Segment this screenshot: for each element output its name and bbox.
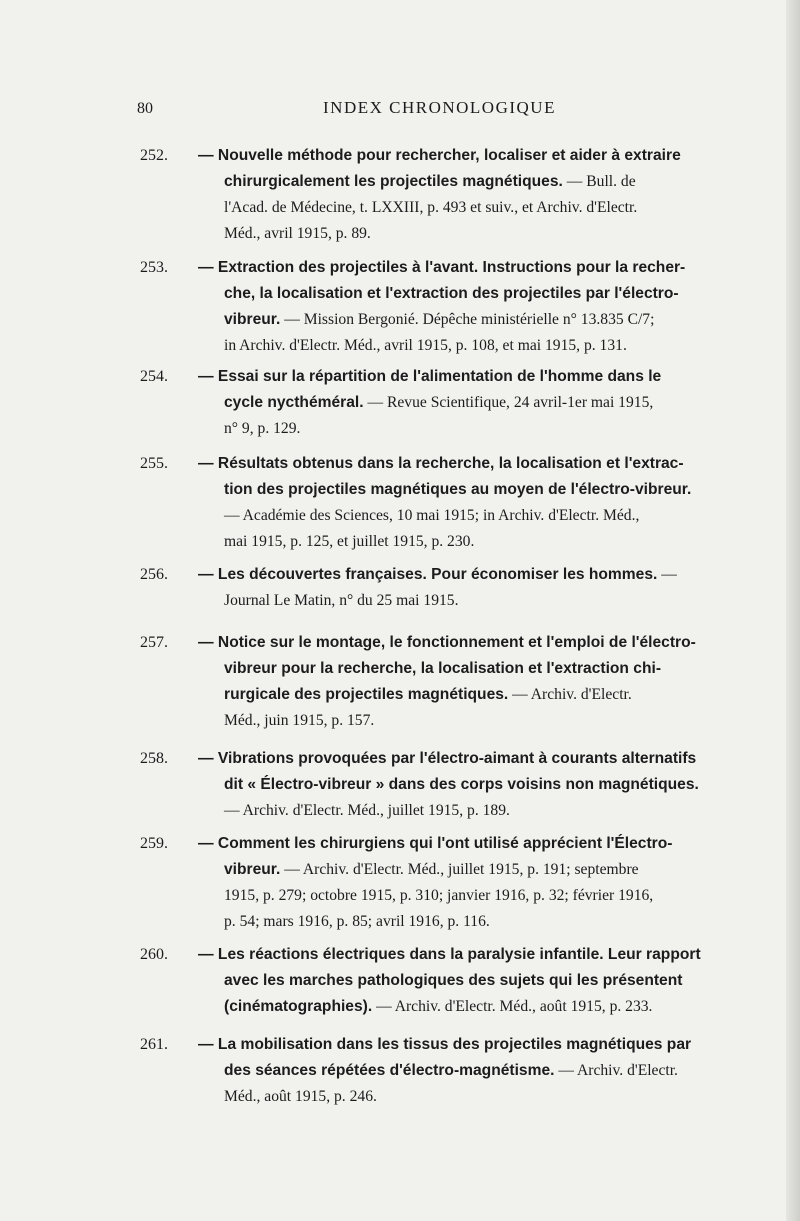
entry-reference: n° 9, p. 129.: [224, 420, 301, 437]
entry-line: [140, 1036, 740, 1062]
entry-line: [140, 566, 740, 592]
entry-title: chirurgicalement les projectiles magnétiques.: [224, 173, 563, 190]
entry-line: [140, 259, 740, 285]
entry-number: 258.: [140, 750, 168, 767]
entry-line: [140, 394, 740, 420]
entry-reference: Méd., juin 1915, p. 157.: [224, 712, 375, 729]
entry-reference: —: [657, 566, 677, 583]
entry-reference: — Revue Scientifique, 24 avril-1er mai 1915,: [363, 394, 654, 411]
entry-title: — Les découvertes françaises. Pour économiser les hommes.: [198, 566, 658, 583]
entry-title: avec les marches pathologiques des sujets qui les présentent: [224, 972, 683, 989]
entry-reference: in Archiv. d'Electr. Méd., avril 1915, p. 108, et mai 1915, p. 131.: [224, 337, 627, 354]
entry-line: [140, 285, 740, 311]
entry-line: [140, 998, 740, 1024]
entry-line: [140, 887, 740, 913]
entry-title: — Les réactions électriques dans la paralysie infantile. Leur rapport: [198, 946, 701, 963]
entry-line: [140, 946, 740, 972]
entry-title: dit « Électro-vibreur » dans des corps voisins non magnétiques.: [224, 776, 699, 793]
entry-line: [140, 455, 740, 481]
entry-line: [140, 712, 740, 738]
page-header: [0, 98, 800, 128]
bibliography-entry: [140, 634, 740, 738]
entry-line: [140, 311, 740, 337]
entry-line: [140, 660, 740, 686]
entry-reference: — Archiv. d'Electr. Méd., juillet 1915, p. 191; septembre: [280, 861, 639, 878]
entry-line: [140, 802, 740, 828]
bibliography-entry: [140, 147, 740, 251]
entry-title: vibreur pour la recherche, la localisation et l'extraction chi-: [224, 660, 662, 677]
entry-reference: — Mission Bergonié. Dépêche ministérielle n° 13.835 C/7;: [280, 311, 655, 328]
entry-line: [140, 481, 740, 507]
entry-reference: — Académie des Sciences, 10 mai 1915; in Archiv. d'Electr. Méd.,: [224, 507, 640, 524]
entry-reference: Journal Le Matin, n° du 25 mai 1915.: [224, 592, 459, 609]
entry-title: (cinématographies).: [224, 998, 373, 1015]
bibliography-entry: [140, 946, 740, 1024]
page-number: 80: [137, 100, 153, 117]
bibliography-entry: [140, 750, 740, 828]
entry-number: 256.: [140, 566, 168, 583]
entry-reference: p. 54; mars 1916, p. 85; avril 1916, p. 116.: [224, 913, 490, 930]
entry-line: [140, 913, 740, 939]
bibliography-entry: [140, 368, 740, 446]
entry-title: vibreur.: [224, 311, 281, 328]
entry-number: 260.: [140, 946, 168, 963]
bibliography-entry: [140, 1036, 740, 1114]
entry-line: [140, 199, 740, 225]
entry-number: 252.: [140, 147, 168, 164]
entry-line: [140, 1062, 740, 1088]
entry-title: tion des projectiles magnétiques au moyen de l'électro-vibreur.: [224, 481, 692, 498]
bibliography-entry: [140, 259, 740, 363]
entry-reference: — Bull. de: [562, 173, 636, 190]
entry-line: [140, 776, 740, 802]
entry-title: — Essai sur la répartition de l'alimentation de l'homme dans le: [198, 368, 662, 385]
entry-title: — Extraction des projectiles à l'avant. Instructions pour la recher-: [198, 259, 686, 276]
entry-title: cycle nycthéméral.: [224, 394, 364, 411]
entry-title: — Vibrations provoquées par l'électro-aimant à courants alternatifs: [198, 750, 697, 767]
entry-title: vibreur.: [224, 861, 281, 878]
entry-title: rurgicale des projectiles magnétiques.: [224, 686, 509, 703]
entry-line: [140, 972, 740, 998]
entry-title: — Comment les chirurgiens qui l'ont utilisé apprécient l'Électro-: [198, 835, 673, 852]
entry-reference: 1915, p. 279; octobre 1915, p. 310; janvier 1916, p. 32; février 1916,: [224, 887, 654, 904]
entry-number: 255.: [140, 455, 168, 472]
entry-line: [140, 173, 740, 199]
entry-line: [140, 861, 740, 887]
entry-number: 261.: [140, 1036, 168, 1053]
entry-line: [140, 1088, 740, 1114]
entry-line: [140, 147, 740, 173]
entry-line: [140, 634, 740, 660]
entry-line: [140, 420, 740, 446]
entry-title: — La mobilisation dans les tissus des projectiles magnétiques par: [198, 1036, 692, 1053]
entry-line: [140, 533, 740, 559]
entry-line: [140, 225, 740, 251]
entry-line: [140, 592, 740, 618]
entry-number: 257.: [140, 634, 168, 651]
entry-line: [140, 337, 740, 363]
bibliography-entry: [140, 566, 740, 618]
entry-number: 259.: [140, 835, 168, 852]
entry-title: che, la localisation et l'extraction des projectiles par l'électro-: [224, 285, 679, 302]
entry-line: [140, 686, 740, 712]
entry-reference: — Archiv. d'Electr.: [554, 1062, 678, 1079]
running-head: INDEX CHRONOLOGIQUE: [323, 98, 556, 117]
bibliography-entry: [140, 835, 740, 939]
entry-reference: Méd., août 1915, p. 246.: [224, 1088, 377, 1105]
entry-title: des séances répétées d'électro-magnétisme.: [224, 1062, 555, 1079]
bibliography-entry: [140, 455, 740, 559]
entry-line: [140, 368, 740, 394]
entry-title: — Nouvelle méthode pour rechercher, localiser et aider à extraire: [198, 147, 681, 164]
entry-number: 253.: [140, 259, 168, 276]
entry-reference: Méd., avril 1915, p. 89.: [224, 225, 371, 242]
entry-reference: — Archiv. d'Electr. Méd., juillet 1915, p. 189.: [224, 802, 510, 819]
entry-line: [140, 835, 740, 861]
entry-number: 254.: [140, 368, 168, 385]
page-edge: [786, 0, 800, 1221]
entry-reference: l'Acad. de Médecine, t. LXXIII, p. 493 et suiv., et Archiv. d'Electr.: [224, 199, 638, 216]
entry-reference: — Archiv. d'Electr.: [508, 686, 632, 703]
entry-title: — Notice sur le montage, le fonctionnement et l'emploi de l'électro-: [198, 634, 696, 651]
entry-line: [140, 507, 740, 533]
entry-reference: mai 1915, p. 125, et juillet 1915, p. 230.: [224, 533, 475, 550]
entry-line: [140, 750, 740, 776]
entry-reference: — Archiv. d'Electr. Méd., août 1915, p. 233.: [372, 998, 653, 1015]
entry-title: — Résultats obtenus dans la recherche, la localisation et l'extrac-: [198, 455, 684, 472]
